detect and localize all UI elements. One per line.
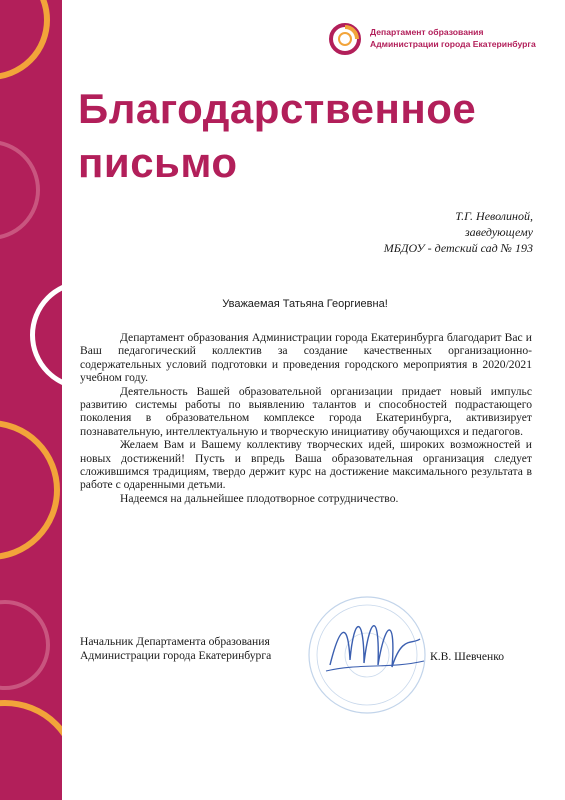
department-name-line2: Администрации города Екатеринбурга [370,39,536,49]
addressee-line3: МБДОУ - детский сад № 193 [383,241,533,255]
signatory-position [80,635,271,663]
department-name-line1: Департамент образования [370,27,484,37]
decorative-ring [0,0,50,80]
decorative-ring [30,280,62,390]
addressee-line2: заведующему [465,225,533,239]
decorative-left-band [0,0,62,800]
signatory-name: К.В. Шевченко [430,650,505,663]
letter-title-line2: письмо [78,139,238,186]
letter-title-line1: Благодарственное [78,85,477,132]
department-logo-text [370,26,536,50]
body-paragraph: Желаем Вам и Вашему коллективу творческих идей, широких возможностей и новых достижений! Пусть и впредь Ваша образовательная организация следует сложившимся традициям, твердо держит курс на достижение максимального результата в работе с одаренными детьми. [80,438,532,492]
addressee-line1: Т.Г. Неволиной, [455,209,533,223]
decorative-ring [0,140,40,240]
department-logo [328,22,558,56]
body-paragraph: Деятельность Вашей образовательной организации придает новый импульс развитию системы работы по выявлению талантов и способностей подрастающего поколения в образовательном комплексе города Екатеринбурга, активизирует познавательную, интеллектуальную и творческую инициативу обучающихся и педагогов. [80,384,532,438]
letter-body [80,331,532,505]
body-paragraph: Надеемся на дальнейшее плодотворное сотрудничество. [120,491,399,505]
addressee-block [384,208,533,256]
signatory-position-line2: Администрации города Екатеринбурга [80,649,272,662]
letter-title [78,82,476,190]
handwritten-signature-icon [320,605,430,685]
ring-logo-icon [328,22,362,56]
body-paragraph: Департамент образования Администрации города Екатеринбурга благодарит Вас и Ваш педагогический коллектив за создание качественных организационно-содержательных условий подготовки и проведения городского мероприятия в 2020/2021 учебном году. [80,331,532,385]
greeting: Уважаемая Татьяна Георгиевна! [222,298,388,310]
decorative-ring [0,600,50,690]
decorative-ring [0,700,62,800]
decorative-ring [0,420,60,560]
signatory-position-line1: Начальник Департамента образования [80,635,270,648]
